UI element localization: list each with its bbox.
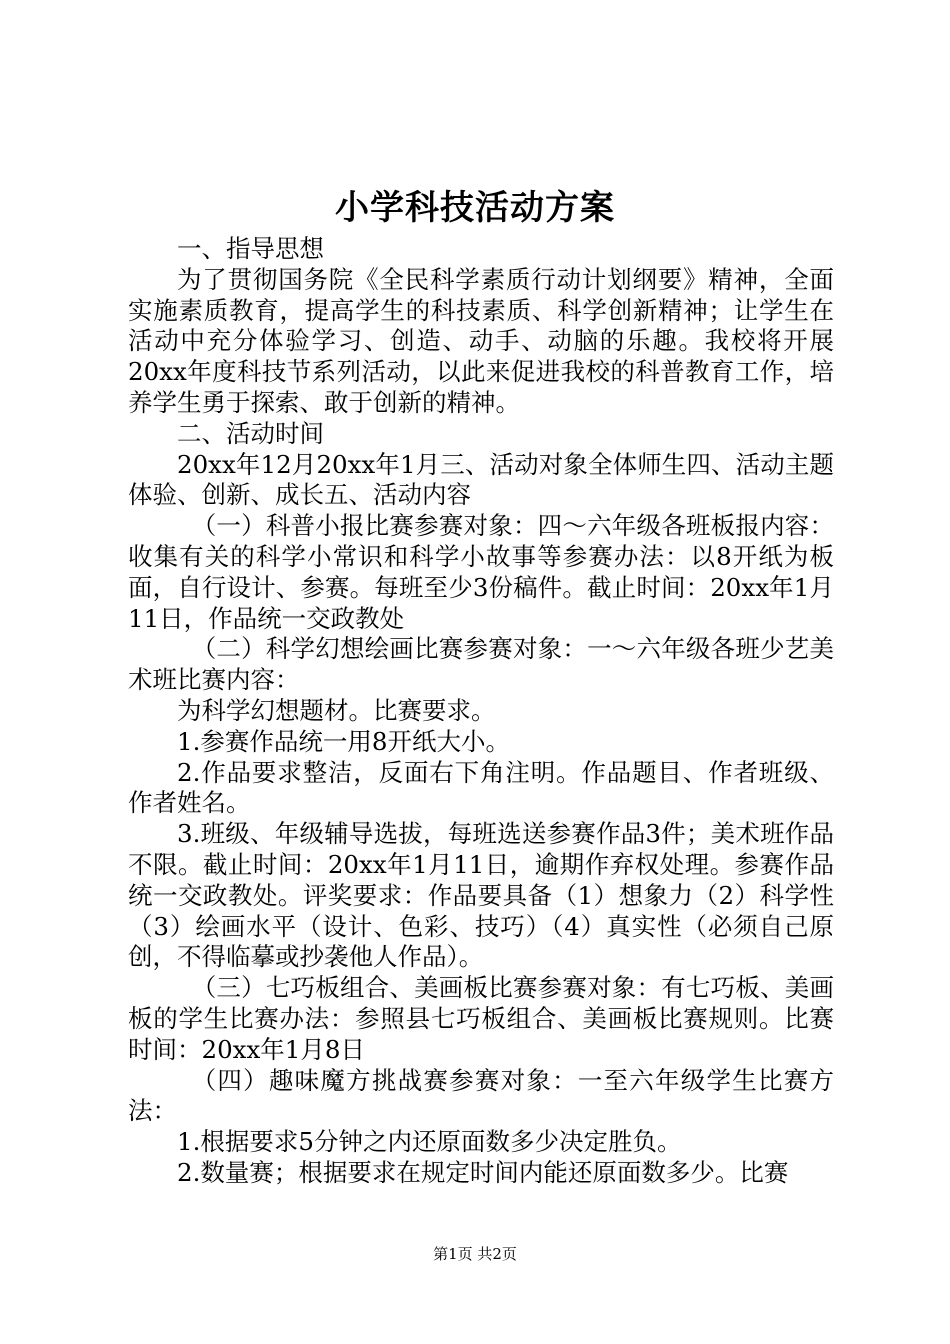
list-item: 1.参赛作品统一用8开纸大小。 — [177, 726, 510, 756]
body-paragraph: （四）趣味魔方挑战赛参赛对象：一至六年级学生比赛方法： — [128, 1065, 834, 1126]
list-item: 3.班级、年级辅导选拔，每班选送参赛作品3件；美术班作品不限。截止时间：20xx年1月11日，逾期作弃权处理。参赛作品统一交政教处。评奖要求：作品要具备（1）想象力（2）科学性（3）绘画水平（设计、色彩、技巧）（4）真实性（必须自己原创，不得临摹或抄袭他人作品）。 — [128, 819, 834, 972]
body-paragraph: 为了贯彻国务院《全民科学素质行动计划纲要》精神，全面实施素质教育，提高学生的科技素质、科学创新精神；让学生在活动中充分体验学习、创造、动手、动脑的乐趣。我校将开展20xx年度科技节系列活动，以此来促进我校的科普教育工作，培养学生勇于探索、敢于创新的精神。 — [128, 264, 834, 417]
body-paragraph: （一）科普小报比赛参赛对象：四～六年级各班板报内容：收集有关的科学小常识和科学小故事等参赛办法：以8开纸为板面，自行设计、参赛。每班至少3份稿件。截止时间：20xx年1月11日，作品统一交政教处 — [128, 511, 834, 633]
page-number: 第1页 共2页 — [433, 1245, 517, 1263]
section-heading: 一、指导思想 — [177, 234, 324, 263]
list-item: 1.根据要求5分钟之内还原面数多少决定胜负。 — [177, 1127, 682, 1157]
body-paragraph: （二）科学幻想绘画比赛参赛对象：一～六年级各班少艺美术班比赛内容： — [128, 634, 834, 695]
body-paragraph: 为科学幻想题材。比赛要求。 — [177, 695, 496, 725]
list-item: 2.数量赛；根据要求在规定时间内能还原面数多少。比赛 — [177, 1157, 789, 1187]
body-paragraph: （三）七巧板组合、美画板比赛参赛对象：有七巧板、美画板的学生比赛办法：参照县七巧板组合、美画板比赛规则。比赛时间：20xx年1月8日 — [128, 973, 834, 1064]
list-item: 2.作品要求整洁，反面右下角注明。作品题目、作者班级、作者姓名。 — [128, 757, 834, 818]
body-paragraph: 20xx年12月20xx年1月三、活动对象全体师生四、活动主题体验、创新、成长五、活动内容 — [128, 449, 834, 510]
section-heading: 二、活动时间 — [177, 418, 324, 448]
document-title: 小学科技活动方案 — [335, 188, 615, 228]
document-body — [128, 234, 834, 1189]
